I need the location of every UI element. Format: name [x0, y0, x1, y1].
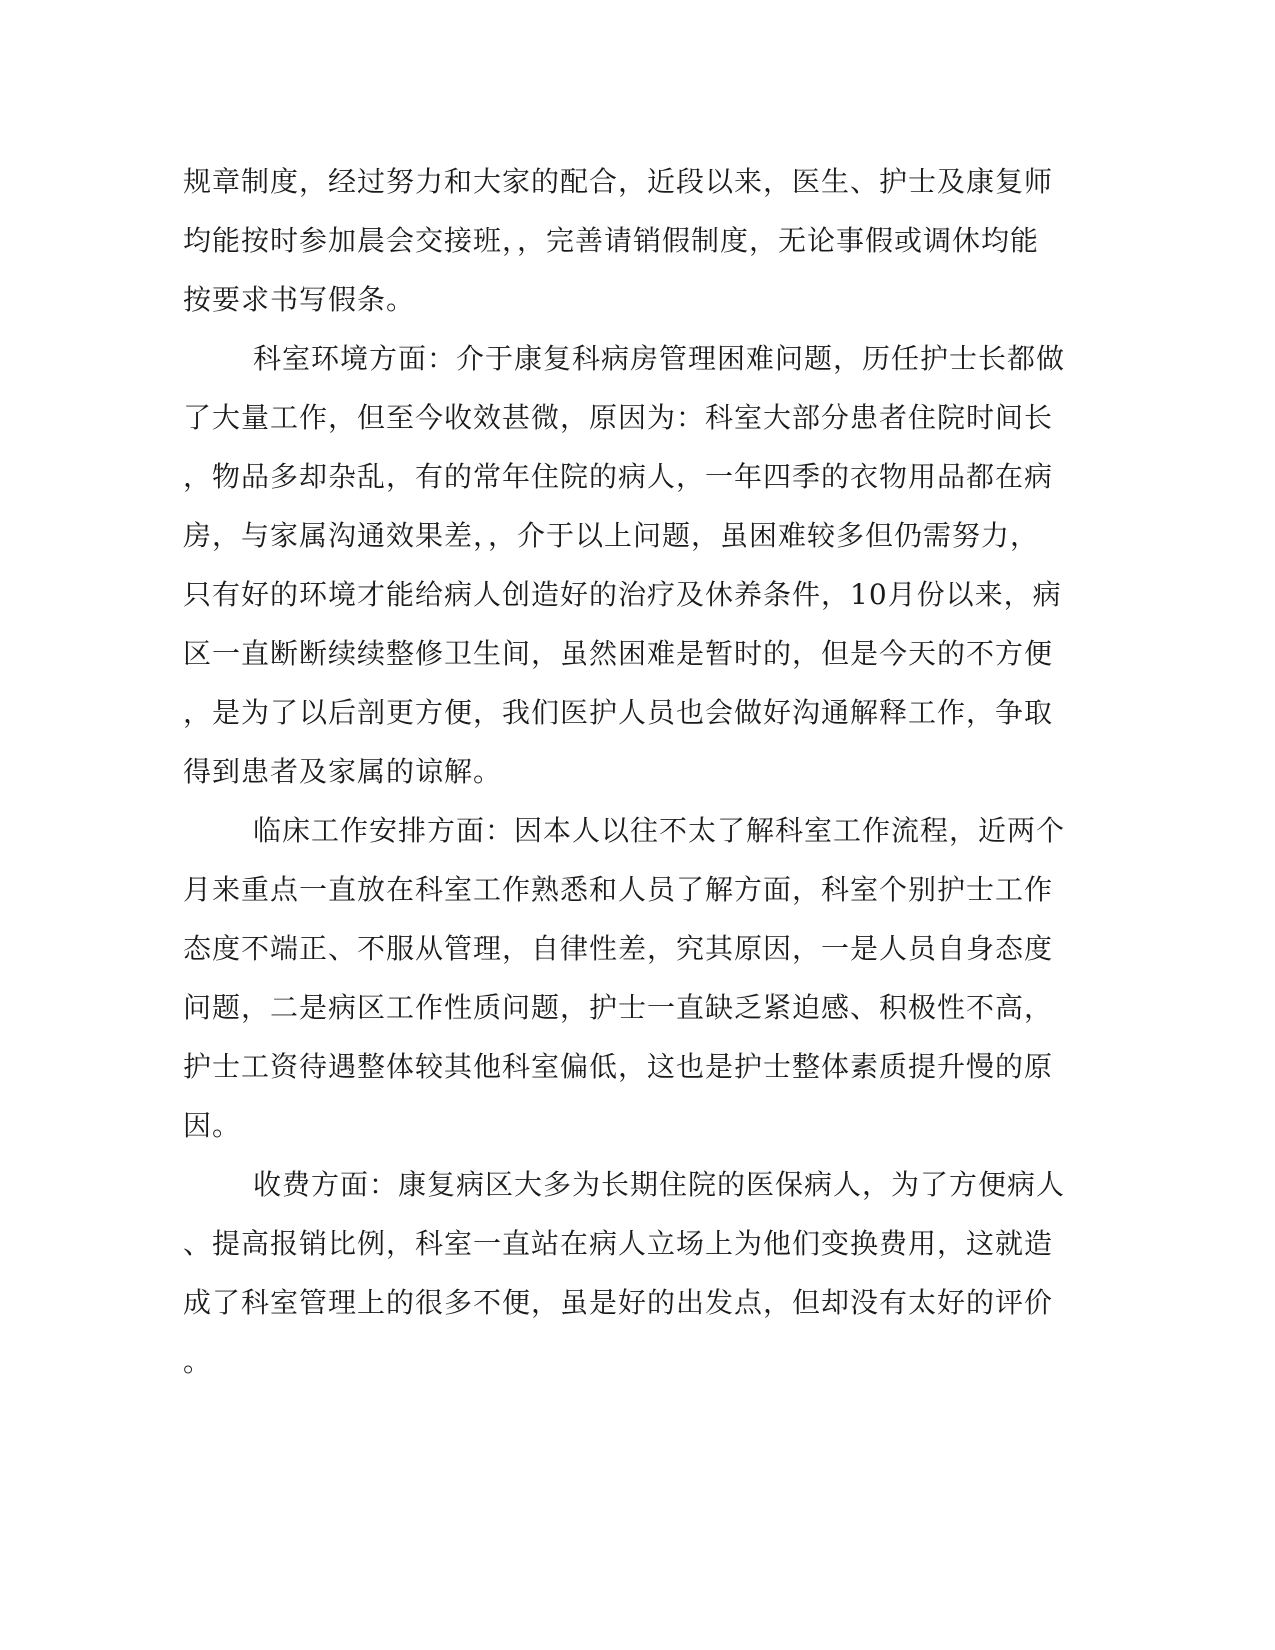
- paragraph-start-line: 收费方面：康复病区大多为长期住院的医保病人，为了方便病人: [253, 1168, 1066, 1201]
- text-line: 护士工资待遇整体较其他科室偏低，这也是护士整体素质提升慢的原: [183, 1050, 1054, 1083]
- text-line: 问题，二是病区工作性质问题，护士一直缺乏紧迫感、积极性不高，: [183, 991, 1054, 1024]
- text-line: ，是为了以后剖更方便，我们医护人员也会做好沟通解释工作，争取: [183, 696, 1054, 729]
- text-line: 月来重点一直放在科室工作熟悉和人员了解方面，科室个别护士工作: [183, 873, 1054, 906]
- text-line: 区一直断断续续整修卫生间，虽然困难是暂时的，但是今天的不方便: [183, 637, 1054, 670]
- text-line: 了大量工作，但至今收效甚微，原因为：科室大部分患者住院时间长: [183, 401, 1054, 434]
- text-line: 态度不端正、不服从管理，自律性差，究其原因，一是人员自身态度: [183, 932, 1054, 965]
- text-line: 因。: [183, 1109, 242, 1142]
- text-line: 。: [183, 1345, 213, 1378]
- document-body: [183, 152, 1066, 1391]
- text-line: 按要求书写假条。: [183, 283, 416, 316]
- text-line: 房，与家属沟通效果差，，介于以上问题，虽困难较多但仍需努力，: [183, 519, 1040, 552]
- paragraph-start-line: 科室环境方面：介于康复科病房管理困难问题，历任护士长都做: [253, 342, 1066, 375]
- text-line: ，物品多却杂乱，有的常年住院的病人，一年四季的衣物用品都在病: [183, 460, 1054, 493]
- text-line: 得到患者及家属的谅解。: [183, 755, 503, 788]
- text-line: 均能按时参加晨会交接班，，完善请销假制度，无论事假或调休均能: [183, 224, 1040, 257]
- text-line: 只有好的环境才能给病人创造好的治疗及休养条件，10月份以来，病: [183, 578, 1062, 611]
- text-line: 、提高报销比例，科室一直站在病人立场上为他们变换费用，这就造: [183, 1227, 1054, 1260]
- text-line: 规章制度，经过努力和大家的配合，近段以来，医生、护士及康复师: [183, 165, 1054, 198]
- paragraph-start-line: 临床工作安排方面：因本人以往不太了解科室工作流程，近两个: [253, 814, 1066, 847]
- text-line: 成了科室管理上的很多不便，虽是好的出发点，但却没有太好的评价: [183, 1286, 1054, 1319]
